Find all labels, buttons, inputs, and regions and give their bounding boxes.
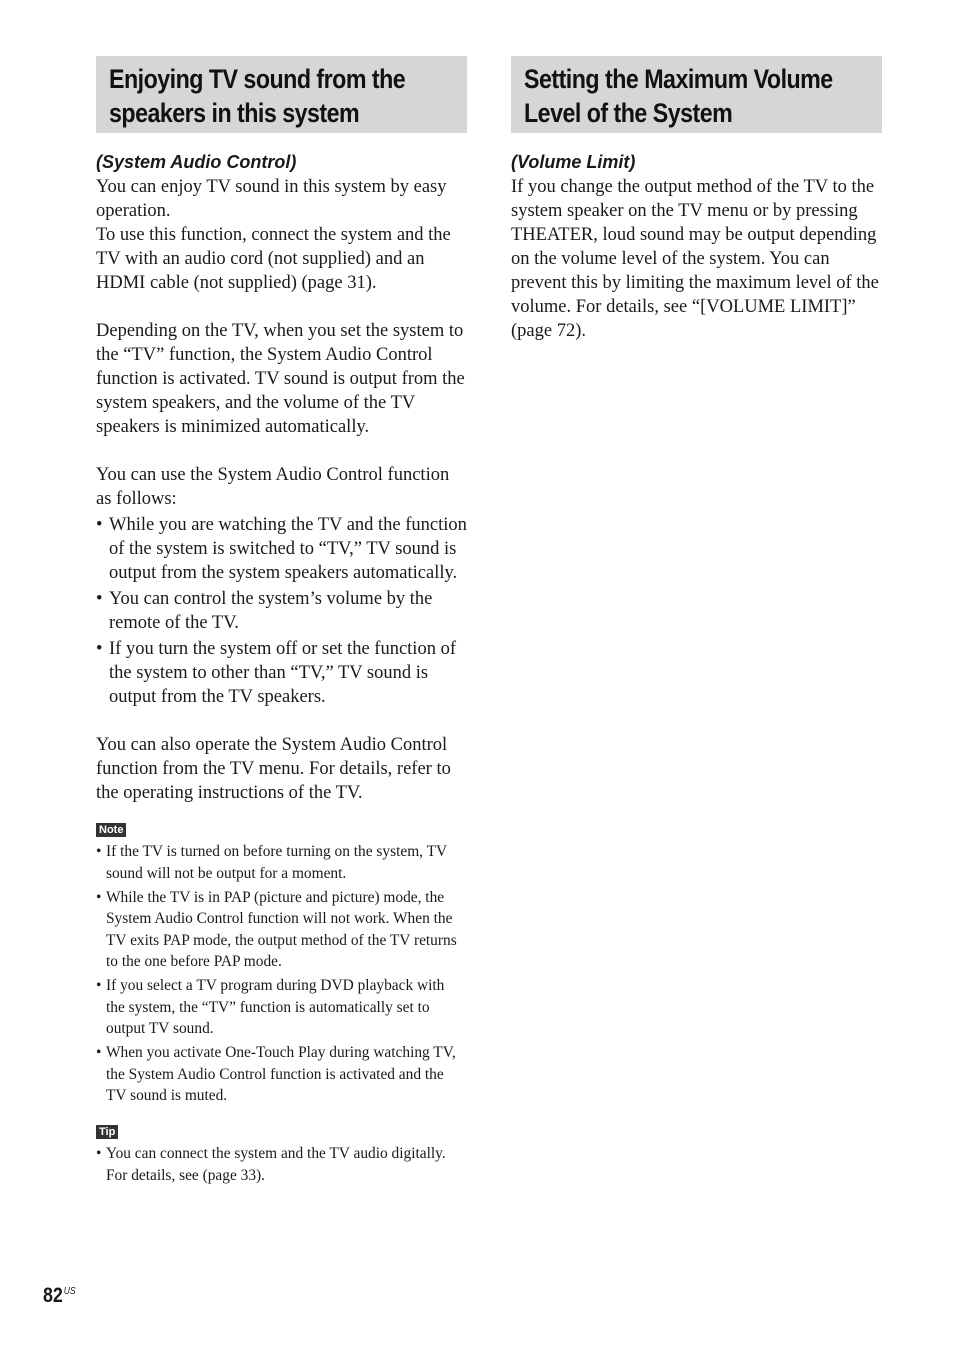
note-item: • While the TV is in PAP (picture and picture) mode, the System Audio Control function will not work. When the TV exits PAP mode, the output method of the TV returns to the one before PAP mode. xyxy=(96,887,467,973)
section-heading-tv-sound: Enjoying TV sound from the speakers in this system xyxy=(109,64,406,128)
note-item: • If the TV is turned on before turning on the system, TV sound will not be output for a moment. xyxy=(96,841,467,884)
tip-label: Tip xyxy=(96,1125,118,1139)
paragraph-tv-menu: You can also operate the System Audio Control function from the TV menu. For details, refer to the operating instructions of the TV. xyxy=(96,735,451,803)
paragraph-use-as-follows: You can use the System Audio Control function as follows: xyxy=(96,465,450,509)
note-item: • When you activate One-Touch Play during watching TV, the System Audio Control function is activated and the TV sound is muted. xyxy=(96,1042,467,1107)
page-number-value: 82 xyxy=(43,1284,63,1307)
list-item: • You can control the system’s volume by the remote of the TV. xyxy=(96,587,467,635)
right-column xyxy=(511,56,882,343)
tip-item: • You can connect the system and the TV audio digitally. For details, see (page 33). xyxy=(96,1143,467,1186)
section-heading-box xyxy=(96,56,467,133)
note-list xyxy=(96,841,467,1107)
feature-list xyxy=(96,513,467,709)
paragraph-connection: To use this function, connect the system and the TV with an audio cord (not supplied) and an HDMI cable (not supplied) (page 31). xyxy=(96,225,451,293)
note-label: Note xyxy=(96,823,126,837)
paragraph-volume-limit: If you change the output method of the TV to the system speaker on the TV menu or by pressing THEATER, loud sound may be output depending on the volume level of the system. You can prevent this by limiting the maximum level of the volume. For details, see “[VOLUME LIMIT]” (page 72). xyxy=(511,177,879,341)
paragraph-intro: You can enjoy TV sound in this system by easy operation. xyxy=(96,177,447,221)
page-number xyxy=(43,1284,76,1308)
section-heading-max-volume: Setting the Maximum Volume Level of the System xyxy=(524,64,833,128)
list-item: • While you are watching the TV and the function of the system is switched to “TV,” TV sound is output from the system speakers automatically. xyxy=(96,513,467,585)
note-item: • If you select a TV program during DVD playback with the system, the “TV” function is automatically set to output TV sound. xyxy=(96,975,467,1040)
left-column xyxy=(96,56,467,1189)
subheading-volume-limit: (Volume Limit) xyxy=(511,152,636,172)
tip-list xyxy=(96,1143,467,1186)
paragraph-depending-on-tv: Depending on the TV, when you set the system to the “TV” function, the System Audio Control function is activated. TV sound is output from the system speakers, and the volume of the TV speakers is minimized automatically. xyxy=(96,321,465,437)
list-item: • If you turn the system off or set the function of the system to other than “TV,” TV sound is output from the TV speakers. xyxy=(96,637,467,709)
region-code: US xyxy=(63,1286,76,1297)
subheading-system-audio-control: (System Audio Control) xyxy=(96,152,297,172)
section-heading-box xyxy=(511,56,882,133)
